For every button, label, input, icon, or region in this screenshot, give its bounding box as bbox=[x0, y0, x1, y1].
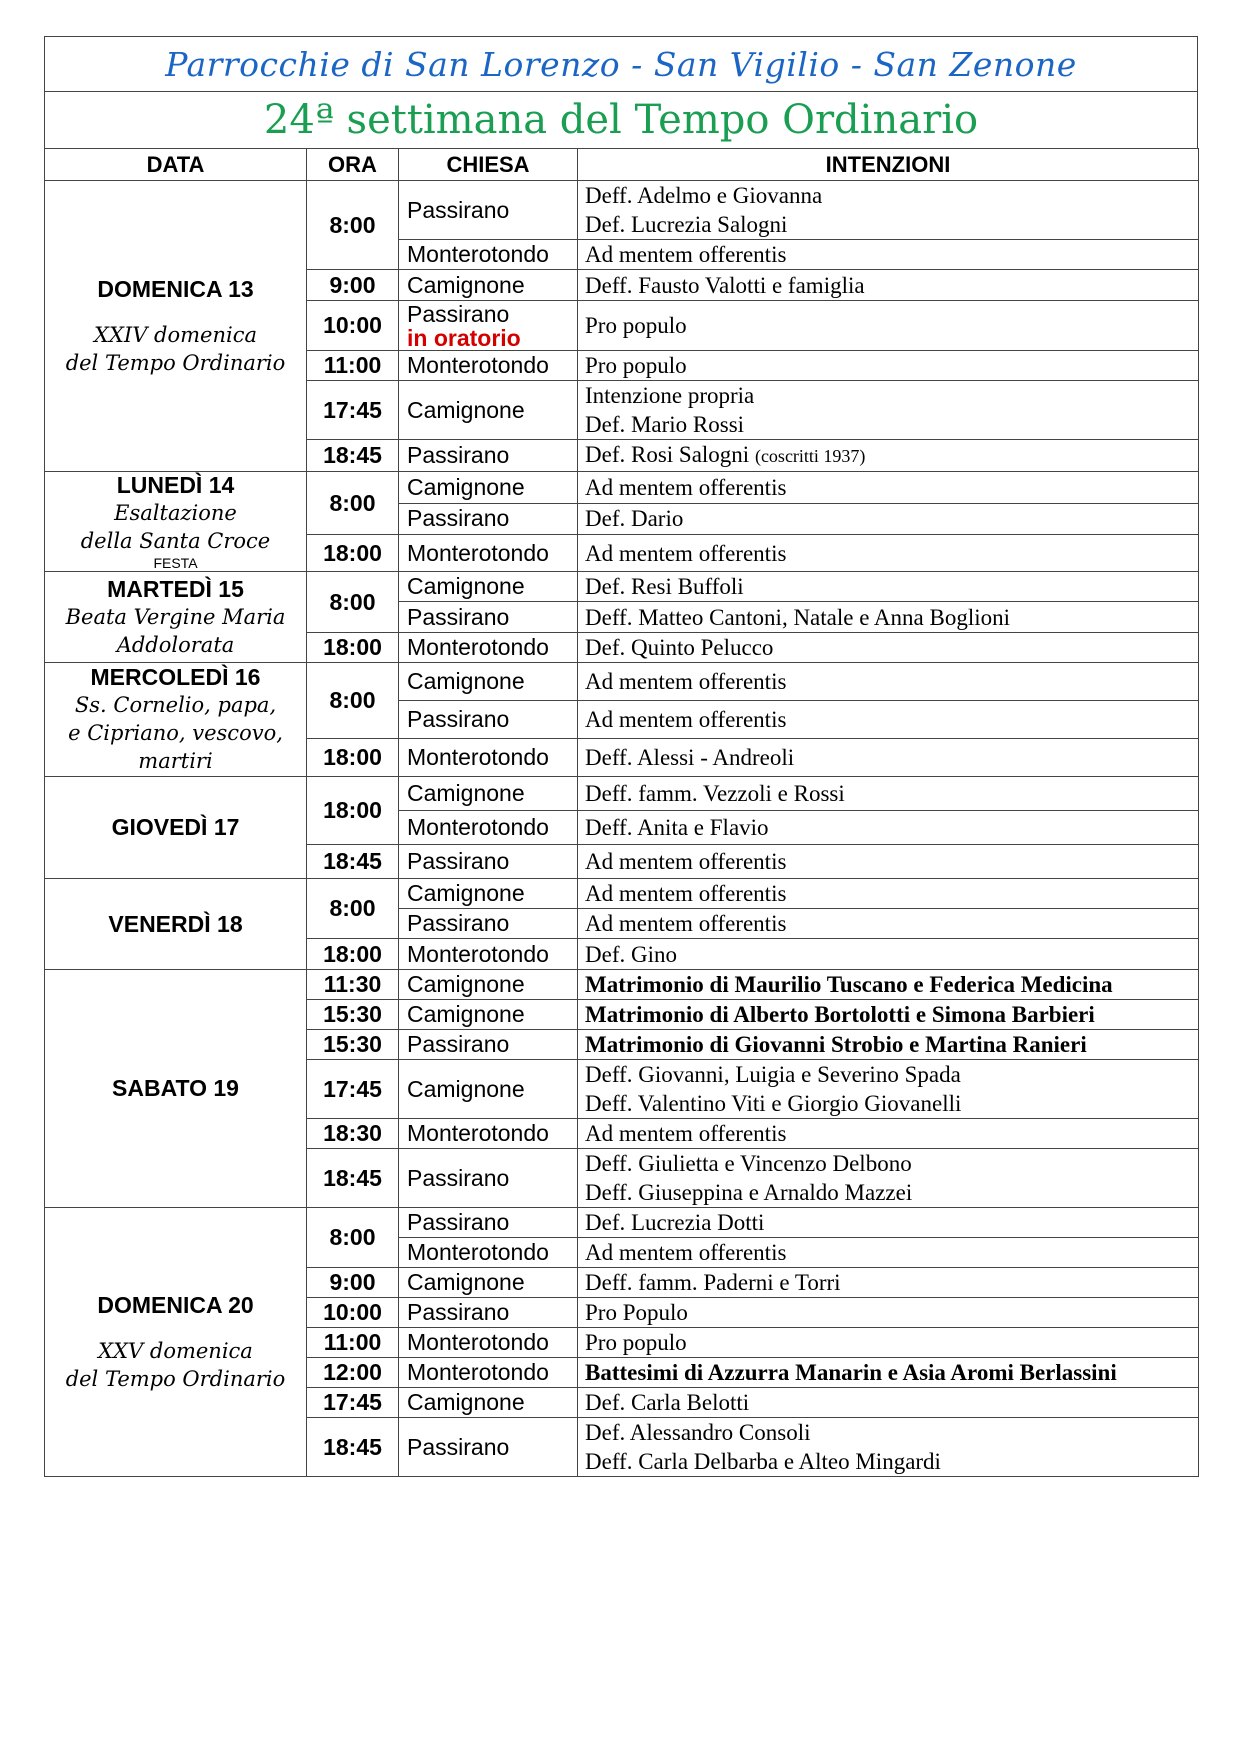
intention-cell bbox=[578, 777, 1199, 811]
day-cell bbox=[45, 1208, 307, 1477]
intention-text: Deff. Adelmo e Giovanna bbox=[585, 183, 823, 208]
church-name: Monterotondo bbox=[407, 241, 549, 267]
schedule-row bbox=[45, 181, 1199, 240]
day-liturgy-note: Esaltazione bbox=[114, 501, 237, 525]
intention-cell bbox=[578, 909, 1199, 939]
church-name: Monterotondo bbox=[407, 1329, 549, 1355]
day-name: DOMENICA 13 bbox=[97, 275, 254, 302]
church-name: Passirano bbox=[407, 706, 510, 732]
day-cell bbox=[45, 879, 307, 970]
intention-text: Deff. Valentino Viti e Giorgio Giovanelli bbox=[585, 1091, 962, 1116]
mass-time: 12:00 bbox=[307, 1358, 399, 1388]
intention-cell bbox=[578, 602, 1199, 633]
day-liturgy-note: del Tempo Ordinario bbox=[65, 1366, 286, 1391]
intention-cell bbox=[578, 1030, 1199, 1060]
intention-text: Deff. Giulietta e Vincenzo Delbono bbox=[585, 1151, 912, 1176]
church-cell bbox=[399, 1000, 578, 1030]
intention-line bbox=[585, 473, 1198, 502]
intention-text: Deff. Giovanni, Luigia e Severino Spada bbox=[585, 1062, 961, 1087]
intention-line bbox=[585, 1060, 1198, 1089]
church-name: Passirano bbox=[407, 1031, 510, 1057]
church-cell bbox=[399, 739, 578, 777]
intention-line bbox=[585, 633, 1198, 662]
intention-text: Deff. Giuseppina e Arnaldo Mazzei bbox=[585, 1180, 913, 1205]
church-cell bbox=[399, 440, 578, 472]
intention-line bbox=[585, 1208, 1198, 1237]
mass-time: 8:00 bbox=[307, 181, 399, 270]
intention-line bbox=[585, 667, 1198, 696]
church-location-note: in oratorio bbox=[407, 324, 521, 351]
intention-cell bbox=[578, 535, 1199, 572]
intention-cell bbox=[578, 301, 1199, 351]
church-name: Camignone bbox=[407, 1269, 525, 1295]
intention-line bbox=[585, 539, 1198, 568]
intention-text: Ad mentem offerentis bbox=[585, 242, 787, 267]
church-name: Camignone bbox=[407, 473, 525, 500]
intention-line bbox=[585, 743, 1198, 772]
mass-time: 8:00 bbox=[307, 663, 399, 739]
intention-text: Deff. Fausto Valotti e famiglia bbox=[585, 272, 865, 298]
schedule-row bbox=[45, 970, 1199, 1000]
intention-line bbox=[585, 1119, 1198, 1148]
mass-time: 18:30 bbox=[307, 1119, 399, 1149]
church-name: Camignone bbox=[407, 396, 525, 423]
church-name: Monterotondo bbox=[407, 1359, 549, 1385]
intention-line bbox=[585, 351, 1198, 380]
church-cell bbox=[399, 909, 578, 939]
mass-time: 18:00 bbox=[307, 939, 399, 970]
intention-cell bbox=[578, 879, 1199, 909]
intention-cell bbox=[578, 1149, 1199, 1208]
day-name: GIOVEDÌ 17 bbox=[111, 814, 240, 840]
day-liturgy-note: XXIV domenica bbox=[94, 322, 257, 347]
intention-line bbox=[585, 1000, 1198, 1029]
day-name: DOMENICA 20 bbox=[97, 1291, 254, 1318]
intention-text: Def. Gino bbox=[585, 941, 677, 967]
church-cell bbox=[399, 970, 578, 1000]
mass-schedule-table bbox=[44, 148, 1199, 1477]
intention-text: Deff. famm. Vezzoli e Rossi bbox=[585, 781, 845, 806]
church-cell bbox=[399, 1298, 578, 1328]
intention-text: Ad mentem offerentis bbox=[585, 849, 787, 874]
church-name: Camignone bbox=[407, 971, 525, 997]
schedule-row bbox=[45, 1208, 1199, 1238]
church-cell bbox=[399, 1388, 578, 1418]
day-name: MARTEDÌ 15 bbox=[107, 575, 244, 602]
church-name: Camignone bbox=[407, 1389, 525, 1415]
church-name: Camignone bbox=[407, 880, 525, 906]
day-cell bbox=[45, 970, 307, 1208]
church-cell bbox=[399, 602, 578, 633]
intention-line bbox=[585, 940, 1198, 969]
intention-line bbox=[585, 440, 1198, 471]
intention-line bbox=[585, 1268, 1198, 1297]
church-name: Passirano bbox=[407, 910, 510, 936]
church-cell bbox=[399, 777, 578, 811]
mass-time: 8:00 bbox=[307, 879, 399, 939]
church-cell bbox=[399, 701, 578, 739]
intention-cell bbox=[578, 1388, 1199, 1418]
intention-text: Ad mentem offerentis bbox=[585, 1240, 787, 1265]
church-cell bbox=[399, 1149, 578, 1208]
header-row bbox=[45, 149, 1199, 181]
intention-line bbox=[585, 381, 1198, 410]
church-cell bbox=[399, 1208, 578, 1238]
church-name: Passirano bbox=[407, 505, 510, 532]
mass-time: 11:30 bbox=[307, 970, 399, 1000]
intention-text: Def. Carla Belotti bbox=[585, 1390, 750, 1415]
intention-cell bbox=[578, 739, 1199, 777]
church-cell bbox=[399, 879, 578, 909]
intention-text: Ad mentem offerentis bbox=[585, 707, 787, 732]
church-name: Camignone bbox=[407, 1075, 525, 1102]
intention-line bbox=[585, 271, 1198, 300]
church-cell bbox=[399, 1268, 578, 1298]
intention-text: Def. Rosi Salogni bbox=[585, 442, 750, 467]
intention-cell bbox=[578, 472, 1199, 504]
column-header-date: DATA bbox=[45, 149, 307, 181]
mass-time: 18:00 bbox=[307, 535, 399, 572]
column-header-church: CHIESA bbox=[399, 149, 578, 181]
church-name: Camignone bbox=[407, 668, 525, 694]
church-cell bbox=[399, 663, 578, 701]
intention-line bbox=[585, 847, 1198, 876]
mass-time: 9:00 bbox=[307, 270, 399, 301]
church-cell bbox=[399, 381, 578, 440]
intention-cell bbox=[578, 1238, 1199, 1268]
mass-time: 8:00 bbox=[307, 1208, 399, 1268]
intention-cell bbox=[578, 1060, 1199, 1119]
intention-cell bbox=[578, 381, 1199, 440]
church-name: Monterotondo bbox=[407, 814, 549, 840]
church-name: Passirano bbox=[407, 848, 510, 874]
schedule-row bbox=[45, 472, 1199, 504]
intention-cell bbox=[578, 1119, 1199, 1149]
intention-line bbox=[585, 410, 1198, 439]
intention-line bbox=[585, 1178, 1198, 1207]
church-cell bbox=[399, 1358, 578, 1388]
intention-text: Ad mentem offerentis bbox=[585, 669, 787, 694]
intention-line bbox=[585, 181, 1198, 210]
church-cell bbox=[399, 845, 578, 879]
church-cell bbox=[399, 472, 578, 504]
mass-time: 18:45 bbox=[307, 440, 399, 472]
intention-text: Def. Alessandro Consoli bbox=[585, 1420, 811, 1445]
intention-cell bbox=[578, 633, 1199, 663]
intention-line bbox=[585, 1418, 1198, 1447]
church-name: Camignone bbox=[407, 573, 525, 599]
schedule-sheet bbox=[44, 36, 1198, 1477]
intention-cell bbox=[578, 1208, 1199, 1238]
church-name: Passirano bbox=[407, 603, 510, 630]
intention-cell bbox=[578, 270, 1199, 301]
day-name: SABATO 19 bbox=[112, 1075, 239, 1101]
mass-time: 18:00 bbox=[307, 633, 399, 663]
church-name: Monterotondo bbox=[407, 940, 549, 967]
intention-line bbox=[585, 705, 1198, 734]
intention-text: Pro Populo bbox=[585, 1300, 688, 1325]
intention-line bbox=[585, 909, 1198, 938]
intention-line bbox=[585, 970, 1198, 999]
intention-text: Def. Lucrezia Dotti bbox=[585, 1210, 765, 1235]
intention-line bbox=[585, 1149, 1198, 1178]
column-header-time: ORA bbox=[307, 149, 399, 181]
intention-cell bbox=[578, 701, 1199, 739]
intention-text: Pro populo bbox=[585, 353, 687, 378]
day-cell bbox=[45, 663, 307, 777]
church-name: Passirano bbox=[407, 196, 510, 223]
intention-cell bbox=[578, 440, 1199, 472]
intention-cell bbox=[578, 240, 1199, 270]
intention-line bbox=[585, 1388, 1198, 1417]
mass-time: 17:45 bbox=[307, 1060, 399, 1119]
mass-time: 15:30 bbox=[307, 1030, 399, 1060]
church-name: Monterotondo bbox=[407, 634, 549, 660]
intention-cell bbox=[578, 1358, 1199, 1388]
intention-cell bbox=[578, 939, 1199, 970]
mass-time: 11:00 bbox=[307, 1328, 399, 1358]
church-name: Camignone bbox=[407, 271, 525, 298]
intention-line bbox=[585, 240, 1198, 269]
intention-text: Pro populo bbox=[585, 313, 687, 338]
intention-text: Def. Quinto Pelucco bbox=[585, 635, 774, 660]
intention-text: Deff. Carla Delbarba e Alteo Mingardi bbox=[585, 1449, 941, 1474]
church-name: Monterotondo bbox=[407, 352, 549, 378]
church-cell bbox=[399, 633, 578, 663]
church-cell bbox=[399, 1030, 578, 1060]
church-name: Passirano bbox=[407, 442, 510, 468]
mass-time: 17:45 bbox=[307, 381, 399, 440]
church-name: Passirano bbox=[407, 1299, 510, 1325]
intention-line bbox=[585, 1238, 1198, 1267]
intention-line bbox=[585, 1030, 1198, 1059]
parishes-title: Parrocchie di San Lorenzo - San Vigilio - San Zenone bbox=[44, 36, 1198, 91]
day-liturgy-note: del Tempo Ordinario bbox=[65, 350, 286, 375]
day-cell bbox=[45, 472, 307, 572]
day-festa-label: FESTA bbox=[153, 555, 198, 571]
intention-cell bbox=[578, 663, 1199, 701]
day-liturgy-note: della Santa Croce bbox=[80, 529, 271, 553]
church-name: Passirano bbox=[407, 300, 510, 327]
mass-time: 8:00 bbox=[307, 572, 399, 633]
intention-line bbox=[585, 1089, 1198, 1118]
intention-text: Deff. Anita e Flavio bbox=[585, 815, 769, 840]
intention-text: Def. Resi Buffoli bbox=[585, 574, 744, 599]
intention-text: Ad mentem offerentis bbox=[585, 540, 787, 566]
intention-line bbox=[585, 603, 1198, 632]
day-liturgy-note: XXV domenica bbox=[98, 1338, 253, 1363]
schedule-body bbox=[45, 181, 1199, 1477]
intention-cell bbox=[578, 811, 1199, 845]
church-cell bbox=[399, 1119, 578, 1149]
day-liturgy-note: e Cipriano, vescovo, bbox=[68, 721, 283, 745]
mass-time: 10:00 bbox=[307, 301, 399, 351]
church-name: Passirano bbox=[407, 1209, 510, 1235]
intention-text: Battesimi di Azzurra Manarin e Asia Aromi Berlassini bbox=[585, 1360, 1117, 1385]
intention-cell bbox=[578, 1298, 1199, 1328]
intention-text: Ad mentem offerentis bbox=[585, 911, 787, 936]
intention-cell bbox=[578, 181, 1199, 240]
schedule-row bbox=[45, 572, 1199, 602]
church-cell bbox=[399, 939, 578, 970]
mass-time: 18:00 bbox=[307, 739, 399, 777]
church-name: Monterotondo bbox=[407, 539, 549, 566]
church-cell bbox=[399, 811, 578, 845]
church-name: Monterotondo bbox=[407, 744, 549, 770]
church-cell bbox=[399, 240, 578, 270]
intention-text: Def. Mario Rossi bbox=[585, 412, 745, 437]
mass-time: 18:00 bbox=[307, 777, 399, 845]
church-name: Passirano bbox=[407, 1433, 510, 1460]
day-liturgy-note: Beata Vergine Maria bbox=[65, 604, 286, 629]
intention-cell bbox=[578, 1328, 1199, 1358]
day-liturgy-note: Ss. Cornelio, papa, bbox=[74, 693, 277, 717]
intention-text: Def. Dario bbox=[585, 506, 684, 532]
intention-text: Deff. Alessi - Andreoli bbox=[585, 745, 795, 770]
intention-line bbox=[585, 504, 1198, 533]
mass-time: 9:00 bbox=[307, 1268, 399, 1298]
day-liturgy-note: Addolorata bbox=[116, 632, 235, 657]
day-name: MERCOLEDÌ 16 bbox=[90, 664, 261, 690]
intention-line bbox=[585, 1298, 1198, 1327]
schedule-row bbox=[45, 663, 1199, 701]
day-cell bbox=[45, 777, 307, 879]
intention-line bbox=[585, 1358, 1198, 1387]
mass-time: 11:00 bbox=[307, 351, 399, 381]
schedule-row bbox=[45, 879, 1199, 909]
intention-text: Matrimonio di Maurilio Tuscano e Federica Medicina bbox=[585, 972, 1113, 997]
intention-text: Ad mentem offerentis bbox=[585, 881, 787, 906]
intention-line bbox=[585, 311, 1198, 340]
intention-text: Ad mentem offerentis bbox=[585, 474, 787, 500]
church-cell bbox=[399, 1238, 578, 1268]
church-name: Camignone bbox=[407, 1001, 525, 1027]
intention-line bbox=[585, 572, 1198, 601]
intention-note: (coscritti 1937) bbox=[754, 446, 866, 466]
column-header-intentions: INTENZIONI bbox=[578, 149, 1199, 181]
intention-line bbox=[585, 210, 1198, 239]
church-cell bbox=[399, 301, 578, 351]
intention-text: Ad mentem offerentis bbox=[585, 1121, 787, 1146]
day-cell bbox=[45, 572, 307, 663]
intention-line bbox=[585, 813, 1198, 842]
church-cell bbox=[399, 503, 578, 535]
church-cell bbox=[399, 1328, 578, 1358]
intention-cell bbox=[578, 970, 1199, 1000]
mass-time: 18:45 bbox=[307, 1149, 399, 1208]
intention-cell bbox=[578, 1000, 1199, 1030]
day-liturgy-note: martiri bbox=[138, 749, 213, 773]
intention-text: Matrimonio di Alberto Bortolotti e Simona Barbieri bbox=[585, 1002, 1095, 1027]
intention-text: Deff. famm. Paderni e Torri bbox=[585, 1270, 841, 1295]
church-cell bbox=[399, 1060, 578, 1119]
mass-time: 15:30 bbox=[307, 1000, 399, 1030]
intention-text: Deff. Matteo Cantoni, Natale e Anna Boglioni bbox=[585, 604, 1010, 630]
church-name: Monterotondo bbox=[407, 1239, 549, 1265]
day-cell bbox=[45, 181, 307, 472]
church-cell bbox=[399, 535, 578, 572]
church-name: Camignone bbox=[407, 780, 525, 806]
church-cell bbox=[399, 572, 578, 602]
intention-line bbox=[585, 1328, 1198, 1357]
intention-cell bbox=[578, 845, 1199, 879]
church-cell bbox=[399, 181, 578, 240]
mass-time: 18:45 bbox=[307, 845, 399, 879]
mass-time: 17:45 bbox=[307, 1388, 399, 1418]
week-title: 24ª settimana del Tempo Ordinario bbox=[44, 91, 1198, 148]
schedule-row bbox=[45, 777, 1199, 811]
intention-cell bbox=[578, 1418, 1199, 1477]
intention-cell bbox=[578, 1268, 1199, 1298]
mass-time: 18:45 bbox=[307, 1418, 399, 1477]
intention-cell bbox=[578, 351, 1199, 381]
day-name: VENERDÌ 18 bbox=[108, 910, 243, 937]
intention-line bbox=[585, 879, 1198, 908]
church-cell bbox=[399, 351, 578, 381]
mass-time: 10:00 bbox=[307, 1298, 399, 1328]
intention-line bbox=[585, 779, 1198, 808]
intention-text: Matrimonio di Giovanni Strobio e Martina Ranieri bbox=[585, 1032, 1087, 1057]
church-name: Monterotondo bbox=[407, 1120, 549, 1146]
mass-time: 8:00 bbox=[307, 472, 399, 535]
day-name: LUNEDÌ 14 bbox=[116, 472, 235, 498]
intention-line bbox=[585, 1447, 1198, 1476]
intention-cell bbox=[578, 503, 1199, 535]
church-name: Passirano bbox=[407, 1164, 510, 1191]
church-cell bbox=[399, 270, 578, 301]
intention-text: Pro populo bbox=[585, 1330, 687, 1355]
intention-text: Intenzione propria bbox=[585, 383, 755, 408]
intention-cell bbox=[578, 572, 1199, 602]
church-cell bbox=[399, 1418, 578, 1477]
intention-text: Def. Lucrezia Salogni bbox=[585, 212, 788, 237]
